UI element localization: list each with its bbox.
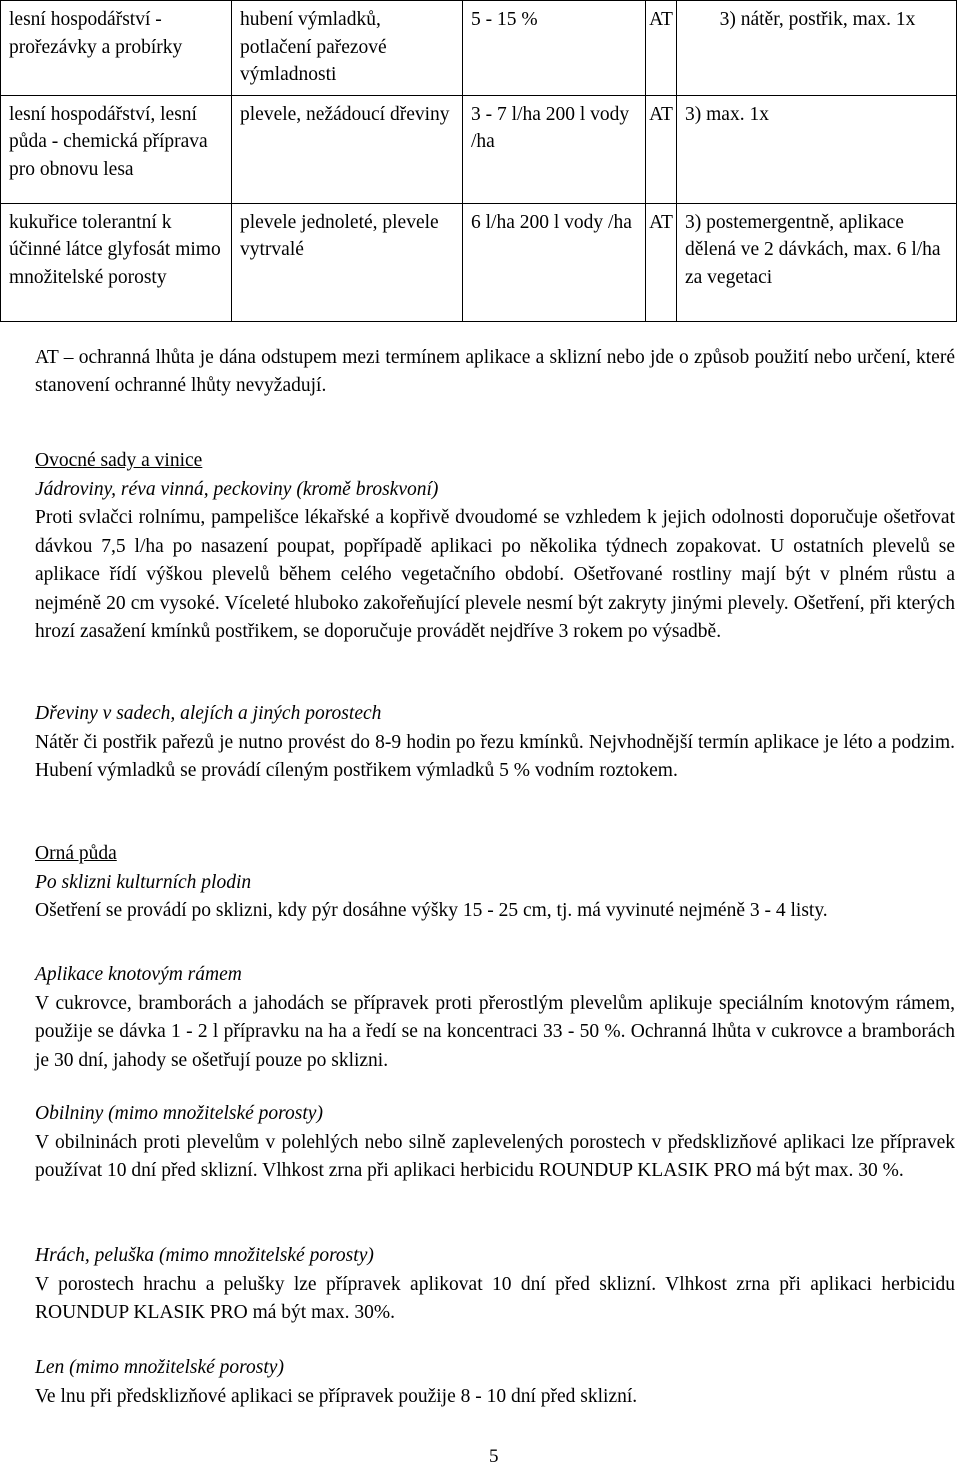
note-cell: 3) nátěr, postřik, max. 1x: [677, 1, 957, 96]
protection-cell: AT: [646, 203, 677, 321]
section-paragraph: Ošetření se provádí po sklizni, kdy pýr dosáhne výšky 15 - 25 cm, tj. má vyvinuté nejméně 3 - 4 listy.: [35, 900, 828, 921]
section-subheading: Hrách, peluška (mimo množitelské porosty): [35, 1245, 374, 1266]
protection-cell: AT: [646, 95, 677, 203]
cereals-section: [35, 1100, 955, 1186]
wick-section: [35, 961, 955, 1075]
section-paragraph: V obilninách proti plevelům v polehlých nebo silně zaplevelených porostech v předsklizňové aplikaci lze přípravek používat 10 dní před sklizní. Vlhkost zrna při aplikaci herbicidu ROUNDUP KLASIK PRO má být max. 30 %.: [35, 1131, 955, 1181]
table-row: [1, 203, 957, 321]
section-paragraph: Ve lnu při předsklizňové aplikaci se přípravek použije 8 - 10 dní před sklizní.: [35, 1385, 638, 1407]
section-paragraph: Proti svlačci rolnímu, pampelišce lékařské a kopřivě dvoudomé se vzhledem k jejich odolnosti doporučuje ošetřovat dávkou 7,5 l/ha po nasazení poupat, popřípadě aplikaci po několika týdnech zopakovat. U ostatních plevelů se aplikace řídí výškou plevelů během celého vegetačního období. Ošetřované rostliny mají být v plném růstu a nejméně 20 cm vysoké. Víceleté hluboko zakořeňující plevele nesmí být zakryty jinými plevely. Ošetření, při kterých hrozí zasažení kmínků postřikem, se doporučuje provádět nejdříve 3 rokem po výsadbě.: [35, 507, 955, 642]
crop-cell: lesní hospodářství, lesní půda - chemická příprava pro obnovu lesa: [1, 95, 232, 203]
arable-section: [35, 840, 955, 926]
at-footnote: AT – ochranná lhůta je dána odstupem mezi termínem aplikace a sklizní nebo jde o způsob použití nebo určení, které stanovení ochranné lhůty nevyžadují.: [35, 347, 955, 396]
trees-section: [35, 700, 955, 786]
section-heading: Orná půda: [35, 843, 117, 864]
section-subheading: Obilniny (mimo množitelské porosty): [35, 1103, 323, 1124]
orchards-section: [35, 447, 955, 647]
page-number: 5: [489, 1446, 499, 1467]
crop-cell: kukuřice tolerantní k účinné látce glyfosát mimo množitelské porosty: [1, 203, 232, 321]
section-subheading: Aplikace knotovým rámem: [35, 964, 242, 985]
registration-table: [0, 0, 957, 322]
table-row: [1, 1, 957, 96]
flax-section: [35, 1354, 955, 1411]
section-paragraph: V porostech hrachu a pelušky lze přípravek aplikovat 10 dní před sklizní. Vlhkost zrna při aplikaci herbicidu ROUNDUP KLASIK PRO má být max. 30%.: [35, 1273, 955, 1323]
section-subheading: Dřeviny v sadech, alejích a jiných porostech: [35, 703, 382, 724]
section-subheading: Jádroviny, réva vinná, peckoviny (kromě broskvoní): [35, 478, 439, 500]
target-cell: plevele jednoleté, plevele vytrvalé: [232, 203, 463, 321]
target-cell: plevele, nežádoucí dřeviny: [232, 95, 463, 203]
section-paragraph: V cukrovce, bramborách a jahodách se přípravek proti přerostlým plevelům aplikuje speciálním knotovým rámem, použije se dávka 1 - 2 l přípravku na ha a ředí se na koncentraci 33 - 50 %. Ochranná lhůta v cukrovce a bramborách je 30 dní, jahody se ošetřují pouze po sklizni.: [35, 992, 955, 1071]
note-cell: 3) max. 1x: [677, 95, 957, 203]
table-row: [1, 95, 957, 203]
dose-cell: 3 - 7 l/ha 200 l vody /ha: [463, 95, 646, 203]
protection-cell: AT: [646, 1, 677, 96]
dose-cell: 6 l/ha 200 l vody /ha: [463, 203, 646, 321]
section-subheading: Len (mimo množitelské porosty): [35, 1357, 284, 1378]
note-cell: 3) postemergentně, aplikace dělená ve 2 dávkách, max. 6 l/ha za vegetaci: [677, 203, 957, 321]
section-subheading: Po sklizni kulturních plodin: [35, 871, 252, 893]
section-paragraph: Nátěr či postřik pařezů je nutno provést do 8-9 hodin po řezu kmínků. Nejvhodnější termín aplikace je léto a podzim. Hubení výmladků se provádí cíleným postřikem výmladků 5 % vodním roztokem.: [35, 731, 955, 781]
section-heading: Ovocné sady a vinice: [35, 450, 203, 471]
dose-cell: 5 - 15 %: [463, 1, 646, 96]
peas-section: [35, 1242, 955, 1328]
target-cell: hubení výmladků, potlačení pařezové výmladnosti: [232, 1, 463, 96]
crop-cell: lesní hospodářství - prořezávky a probírky: [1, 1, 232, 96]
